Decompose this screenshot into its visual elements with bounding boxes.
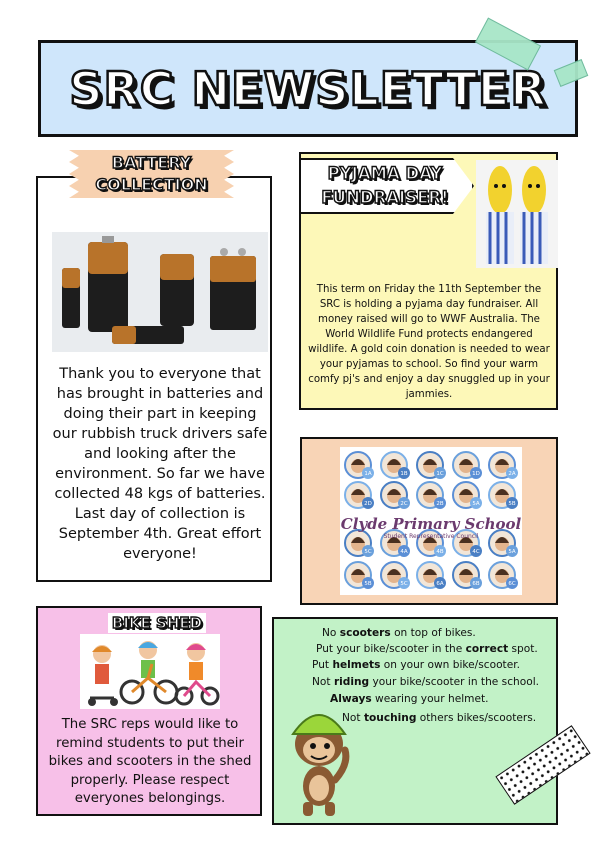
- rule-keyword: correct: [465, 643, 509, 655]
- rule-keyword: helmets: [332, 659, 381, 671]
- heading-line: PYJAMA DAY: [327, 164, 443, 183]
- class-badge-label: 2A: [508, 471, 516, 477]
- pyjama-day-text: This term on Friday the 11th September the SRC is holding a pyjama day fundraiser. All money raised will go to WWF Australia. The World Wildlife Fund protects endangered wildlife. A gold coin donation is needed to wear your pyjamas to school. So find your warm comfy pj's and enjoy a day snuggled up in your jammies.: [308, 284, 550, 400]
- monkey-with-helmet-illustration: [283, 700, 355, 818]
- school-subtitle: Student Representative Council: [383, 533, 479, 540]
- newsletter-title: SRC NEWSLETTER: [69, 61, 547, 116]
- bike-rule-item: [316, 642, 538, 656]
- battery-collection-heading: [69, 150, 234, 198]
- heading-line: COLLECTION: [95, 175, 208, 194]
- class-badge-label: 1C: [436, 471, 444, 477]
- bike-rule-item: [312, 658, 520, 672]
- rule-keyword: touching: [363, 712, 417, 724]
- student-portrait: [345, 482, 374, 509]
- class-badge-label: 5C: [400, 581, 408, 587]
- rule-text: Not: [342, 712, 364, 724]
- student-portrait: [345, 562, 374, 589]
- class-badge-label: 1A: [364, 471, 372, 477]
- bike-rule-item: [322, 626, 476, 640]
- batteries-photo: [52, 232, 268, 352]
- rule-text: Put: [312, 659, 333, 671]
- student-portrait: [417, 562, 446, 589]
- rule-keyword: riding: [333, 676, 370, 688]
- student-portrait: [453, 482, 482, 509]
- student-portrait: [489, 452, 518, 479]
- rule-text: on your own bike/scooter.: [380, 659, 520, 671]
- rule-keyword: Always: [330, 693, 372, 705]
- class-badge-label: 5B: [364, 581, 372, 587]
- school-name: Clyde Primary School: [340, 515, 522, 533]
- rule-text: spot.: [508, 643, 538, 655]
- heading-line: FUNDRAISER!: [321, 188, 449, 207]
- student-portrait: [489, 562, 518, 589]
- class-badge-label: 6A: [436, 581, 444, 587]
- rule-text: Not: [312, 676, 334, 688]
- class-badge-label: 4B: [436, 549, 444, 555]
- class-badge-label: 5B: [508, 501, 516, 507]
- student-portrait: [345, 452, 374, 479]
- bike-rule-item: [312, 675, 539, 689]
- rule-text: others bikes/scooters.: [416, 712, 537, 724]
- rule-text: your bike/scooter in the school.: [369, 676, 540, 688]
- rule-text: on top of bikes.: [390, 627, 476, 639]
- bike-shed-heading: BIKE SHED: [111, 614, 203, 632]
- rule-keyword: scooters: [339, 627, 391, 639]
- kids-riding-bikes-illustration: [80, 634, 220, 709]
- class-badge-label: 4C: [472, 549, 480, 555]
- class-badge-label: 5A: [508, 549, 516, 555]
- class-badge-label: 2C: [400, 501, 408, 507]
- class-badge-label: 6C: [508, 581, 516, 587]
- student-portrait: [381, 482, 410, 509]
- student-portrait: [489, 482, 518, 509]
- class-badge-label: 4A: [400, 549, 408, 555]
- class-badge-label: 5A: [472, 501, 480, 507]
- bananas-in-pyjamas-photo: [476, 160, 558, 268]
- student-portrait: [453, 562, 482, 589]
- student-portrait: [381, 452, 410, 479]
- battery-collection-text: Thank you to everyone that has brought in batteries and doing their part in keeping our rubbish truck drivers safe and looking after the environment. So far we have collected 48 kgs of batteries. Last day of collection is September 4th. Great effort everyone!: [52, 366, 268, 562]
- class-badge-label: 1B: [400, 471, 408, 477]
- class-badge-label: 5C: [364, 549, 372, 555]
- student-portrait: [417, 482, 446, 509]
- class-badge-label: 2D: [364, 501, 372, 507]
- heading-line: BATTERY: [111, 153, 192, 172]
- bike-rule-item: [342, 711, 536, 725]
- student-portrait: [381, 562, 410, 589]
- class-badge-label: 1D: [472, 471, 480, 477]
- student-portrait: [417, 452, 446, 479]
- class-badge-label: 2B: [436, 501, 444, 507]
- student-portrait: [453, 452, 482, 479]
- pyjama-day-heading: [305, 158, 465, 214]
- rule-text: Put your bike/scooter in the: [316, 643, 466, 655]
- rule-text: wearing your helmet.: [371, 693, 489, 705]
- bike-shed-text: The SRC reps would like to remind students to put their bikes and scooters in the shed properly. Please respect everyones belongings.: [48, 717, 252, 806]
- rule-text: No: [322, 627, 340, 639]
- class-badge-label: 6B: [472, 581, 480, 587]
